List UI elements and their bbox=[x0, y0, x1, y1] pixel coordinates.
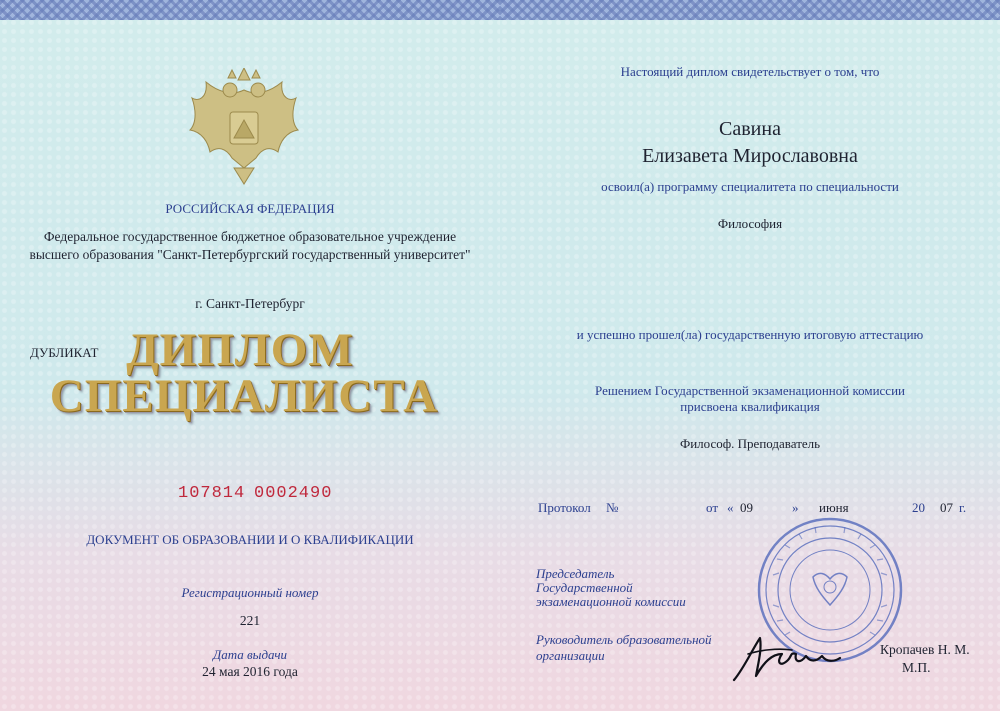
commission-chair-line-1: Председатель bbox=[536, 566, 615, 581]
institution-line-2: высшего образования "Санкт-Петербургский государственный университет" bbox=[29, 247, 471, 262]
attestation-text: и успешно прошел(ла) государственную итоговую аттестацию bbox=[576, 327, 924, 342]
quote-open: « bbox=[727, 500, 734, 515]
year-abbreviation: г. bbox=[959, 500, 967, 515]
institution-line-1: Федеральное государственное бюджетное образовательное учреждение bbox=[43, 229, 457, 244]
protocol-number-sign: № bbox=[606, 500, 619, 515]
handwritten-signature-icon bbox=[730, 628, 845, 688]
graduate-surname: Савина bbox=[719, 118, 781, 140]
registration-label: Регистрационный номер bbox=[181, 585, 319, 600]
commission-chair-line-3: экзаменационной комиссии bbox=[536, 594, 686, 609]
diploma-number: 0002490 bbox=[254, 484, 333, 503]
diploma-series: 107814 bbox=[178, 484, 246, 503]
qualification: Философ. Преподаватель bbox=[679, 436, 821, 451]
specialty: Философия bbox=[717, 216, 783, 231]
decision-line-1: Решением Государственной экзаменационной комиссии bbox=[595, 383, 905, 398]
issue-date: 24 мая 2016 года bbox=[202, 664, 298, 679]
year-prefix: 20 bbox=[912, 500, 925, 515]
diploma-right-page bbox=[500, 0, 1000, 711]
protocol-month: июня bbox=[819, 500, 849, 515]
mastered-program-text: освоил(а) программу специалитета по специальности bbox=[601, 179, 899, 194]
graduate-given-names: Елизавета Мирославовна bbox=[642, 145, 858, 167]
duplicate-mark: ДУБЛИКАТ bbox=[30, 345, 99, 360]
city: г. Санкт-Петербург bbox=[195, 296, 305, 311]
decorative-border bbox=[500, 0, 1000, 20]
head-of-organization-line-2: организации bbox=[536, 648, 605, 663]
seal-place-mark: М.П. bbox=[902, 660, 931, 675]
protocol-from-label: от bbox=[706, 500, 719, 515]
signatory-name: Кропачев Н. М. bbox=[880, 642, 970, 657]
diploma-title-line-2: СПЕЦИАЛИСТА bbox=[49, 370, 439, 422]
protocol-day: 09 bbox=[740, 500, 753, 515]
registration-number: 221 bbox=[239, 613, 261, 628]
issue-date-label: Дата выдачи bbox=[212, 647, 288, 662]
document-type: ДОКУМЕНТ ОБ ОБРАЗОВАНИИ И О КВАЛИФИКАЦИИ bbox=[86, 532, 414, 547]
protocol-label: Протокол bbox=[538, 500, 591, 515]
head-of-organization-line-1: Руководитель образовательной bbox=[536, 632, 712, 647]
commission-chair-line-2: Государственной bbox=[536, 580, 633, 595]
quote-close: » bbox=[792, 500, 799, 515]
protocol-year: 07 bbox=[940, 500, 953, 515]
country-name: РОССИЙСКАЯ ФЕДЕРАЦИЯ bbox=[165, 201, 335, 216]
decorative-border bbox=[0, 0, 500, 20]
diploma-title-line-1: ДИПЛОМ bbox=[126, 324, 354, 376]
coat-of-arms-icon bbox=[188, 68, 300, 186]
intro-text: Настоящий диплом свидетельствует о том, что bbox=[620, 64, 880, 79]
decision-line-2: присвоена квалификация bbox=[680, 399, 820, 414]
